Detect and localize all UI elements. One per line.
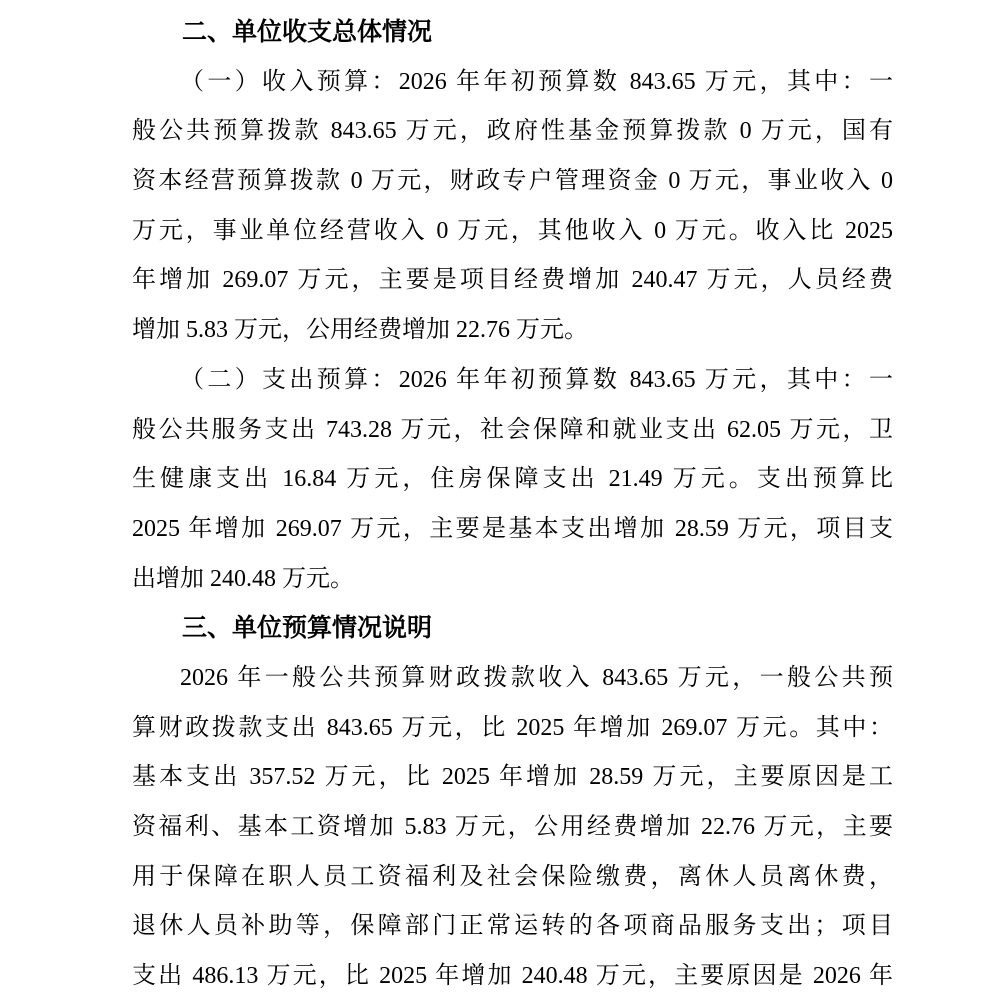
paragraph-line: 生健康支出 16.84 万元，住房保障支出 21.49 万元。支出预算比: [132, 466, 893, 493]
paragraph-line: 般公共预算拨款 843.65 万元，政府性基金预算拨款 0 万元，国有: [132, 118, 893, 145]
paragraph-line: 资本经营预算拨款 0 万元，财政专户管理资金 0 万元，事业收入 0: [132, 168, 893, 195]
paragraph-line: 年增加 269.07 万元，主要是项目经费增加 240.47 万元，人员经费: [132, 267, 893, 294]
paragraph-line: 用于保障在职人员工资福利及社会保险缴费，离休人员离休费，: [132, 863, 893, 890]
section-heading-income-expenditure-overview: 二、单位收支总体情况: [182, 18, 433, 46]
paragraph-line: 资福利、基本工资增加 5.83 万元，公用经费增加 22.76 万元，主要: [132, 814, 893, 840]
paragraph-line: （一）收入预算：2026 年年初预算数 843.65 万元，其中：一: [180, 68, 893, 95]
paragraph-line: 2026 年一般公共预算财政拨款收入 843.65 万元，一般公共预: [180, 664, 893, 691]
section-heading-budget-notes: 三、单位预算情况说明: [182, 614, 433, 643]
paragraph-line: 基本支出 357.52 万元，比 2025 年增加 28.59 万元，主要原因是工: [132, 764, 893, 791]
paragraph-line: 万元，事业单位经营收入 0 万元，其他收入 0 万元。收入比 2025: [132, 217, 893, 244]
paragraph-line: 般公共服务支出 743.28 万元，社会保障和就业支出 62.05 万元，卫: [132, 416, 893, 443]
paragraph-line: 算财政拨款支出 843.65 万元，比 2025 年增加 269.07 万元。其中：: [132, 714, 893, 741]
expenditure-budget-paragraph: [132, 356, 893, 604]
paragraph-line: （二）支出预算：2026 年年初预算数 843.65 万元，其中：一: [180, 366, 893, 393]
paragraph-line: 增加 5.83 万元，公用经费增加 22.76 万元。: [132, 317, 588, 344]
paragraph-line: 支出 486.13 万元，比 2025 年增加 240.48 万元，主要原因是 2026 年: [132, 963, 893, 990]
paragraph-line: 出增加 240.48 万元。: [132, 565, 354, 592]
paragraph-line: 退休人员补助等，保障部门正常运转的各项商品服务支出；项目: [132, 913, 893, 940]
income-budget-paragraph: [132, 58, 893, 356]
budget-notes-paragraph: [132, 654, 893, 1002]
paragraph-line: 2025 年增加 269.07 万元，主要是基本支出增加 28.59 万元，项目支: [132, 515, 893, 542]
